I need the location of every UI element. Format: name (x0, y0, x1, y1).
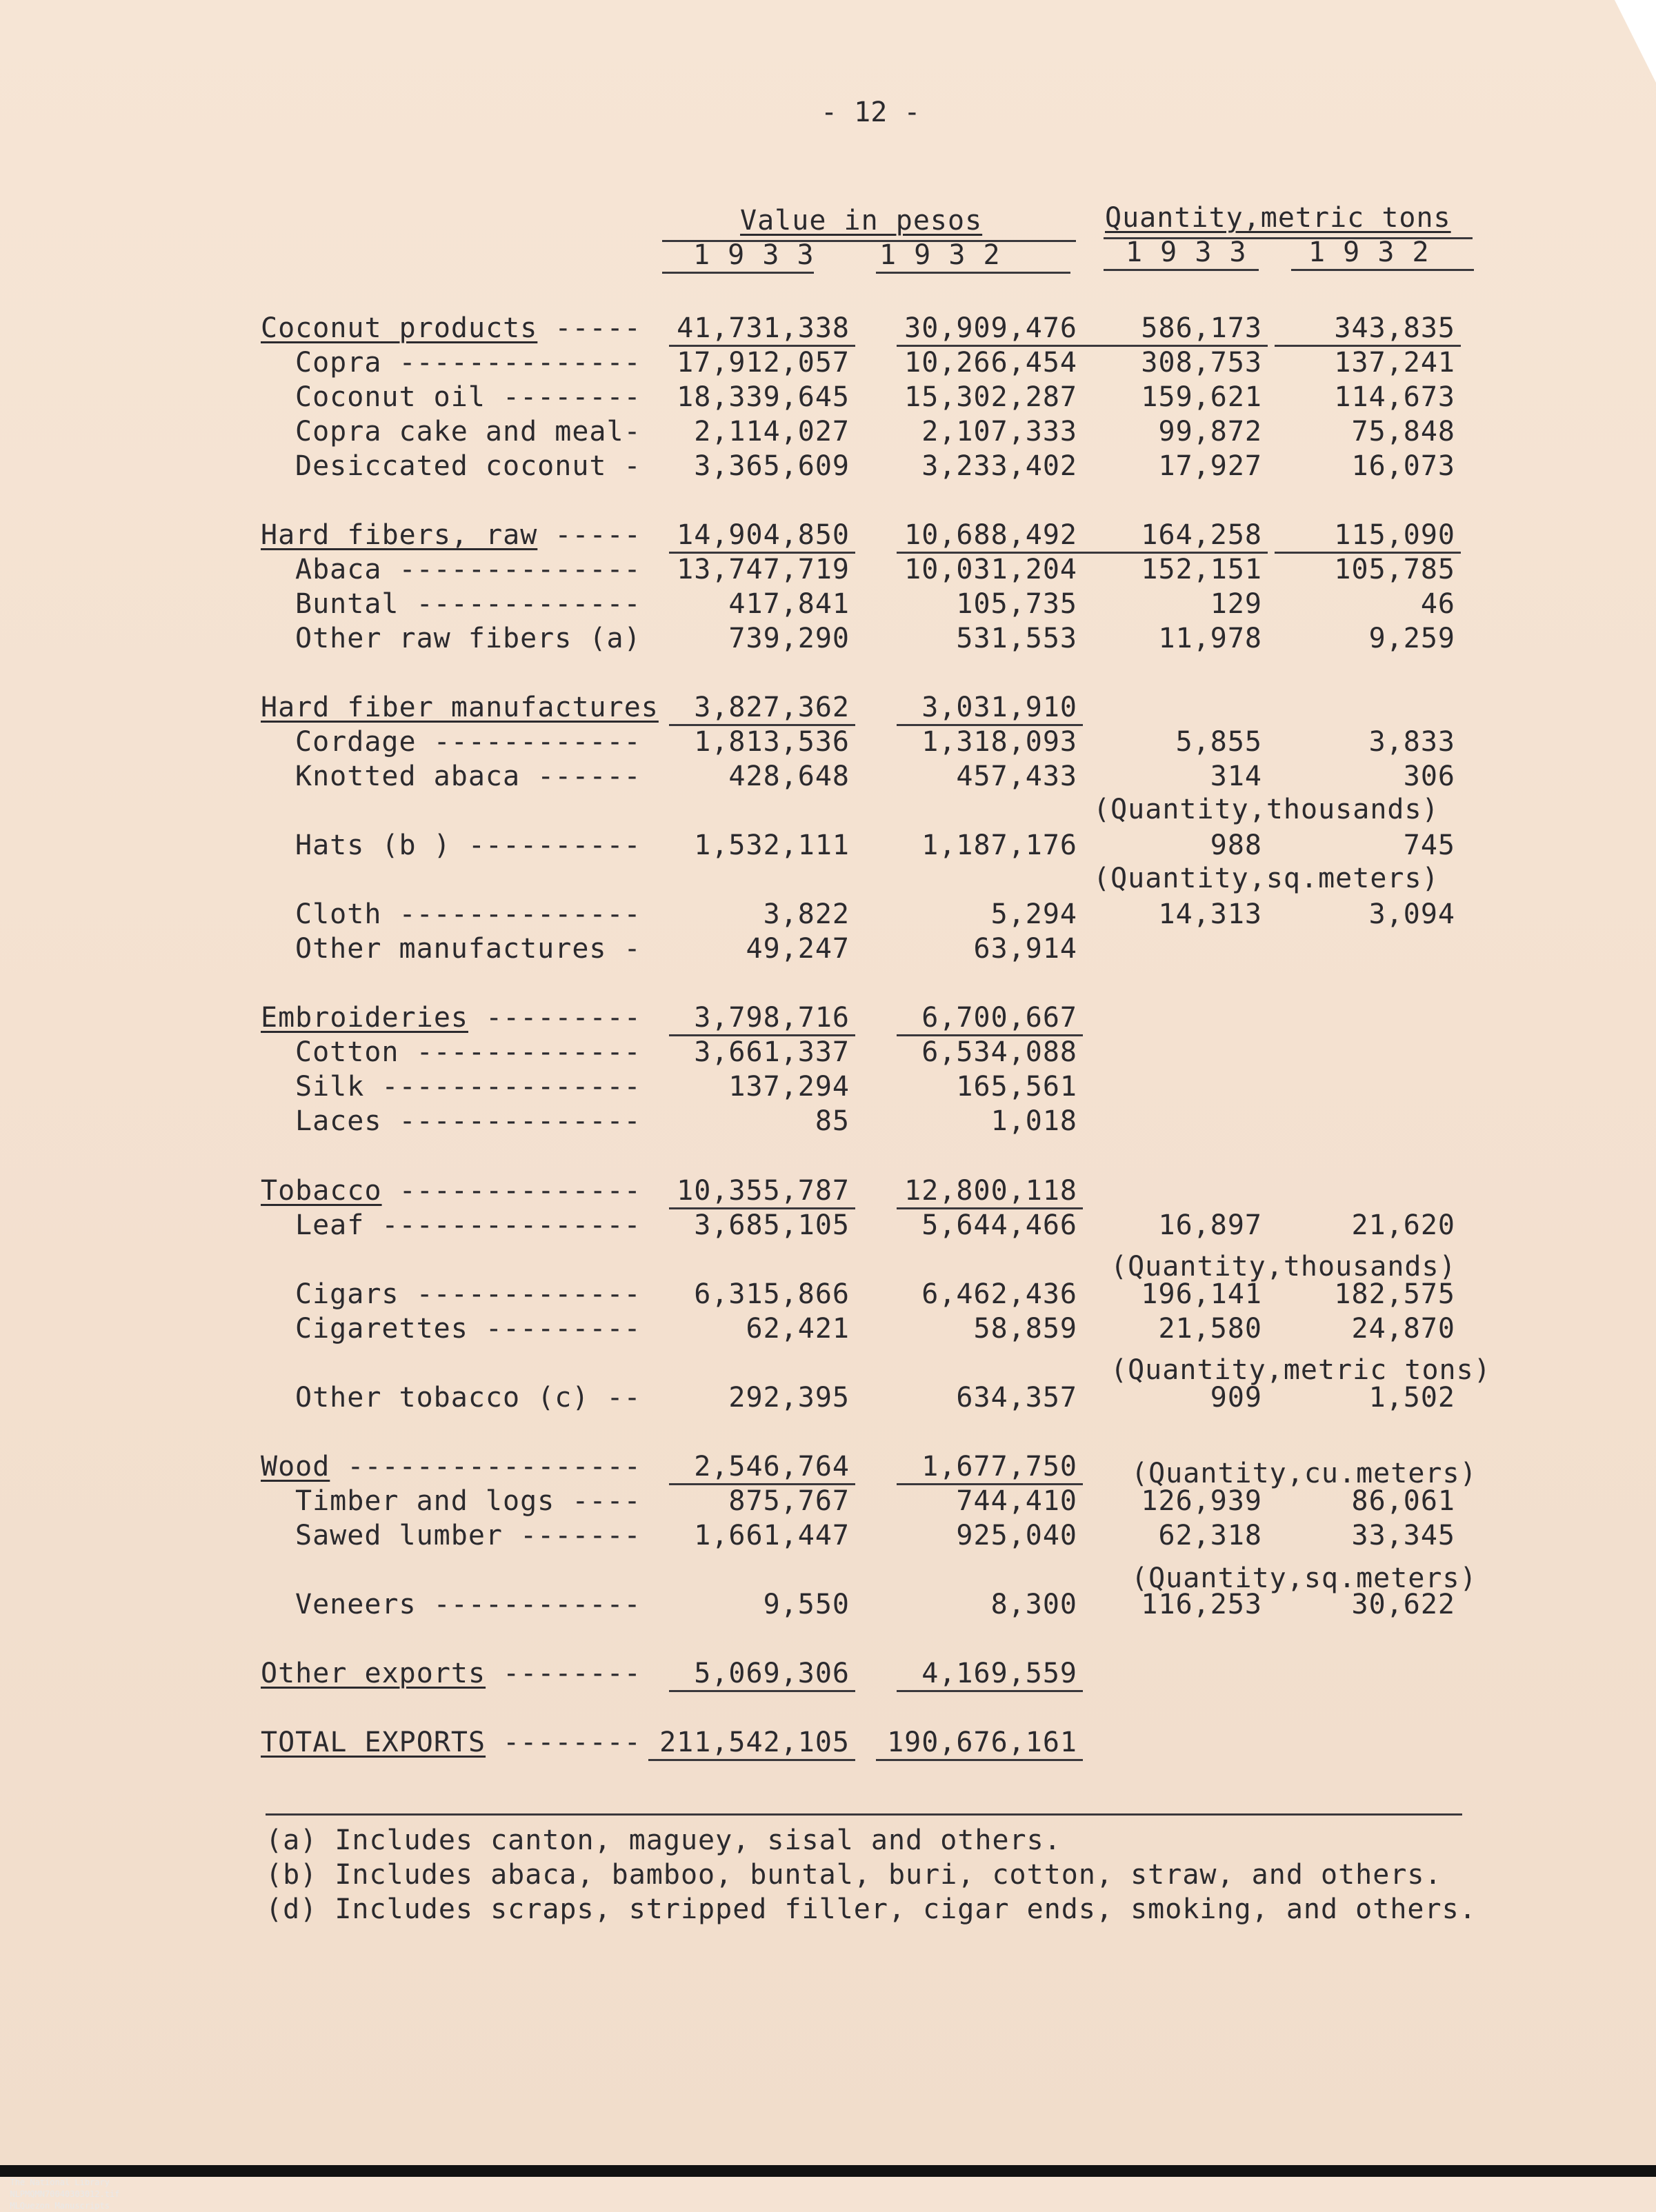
cell-q33: 17,927 (1158, 450, 1262, 482)
cell-v33: 85 (815, 1105, 850, 1137)
cell-v32: 457,433 (956, 761, 1077, 792)
cell-v33: 3,798,716 (694, 1002, 850, 1034)
cell-q32: 745 (1403, 830, 1455, 861)
category-label: Tobacco -------------- (261, 1175, 641, 1207)
cell-v33: 3,365,609 (694, 450, 850, 482)
cell-v32: 12,800,118 (904, 1175, 1077, 1207)
cell-q33: 152,151 (1141, 554, 1262, 585)
cell-v33: 137,294 (728, 1071, 850, 1103)
cell-q33: 5,855 (1175, 726, 1262, 758)
cell-q32: 115,090 (1334, 519, 1455, 551)
cell-v33: 417,841 (728, 588, 850, 620)
item-label: Abaca -------------- (295, 554, 641, 585)
cell-q33: 62,318 (1158, 1520, 1262, 1551)
cell-v33: 3,822 (763, 898, 850, 930)
cell-v32: 5,294 (990, 898, 1077, 930)
cell-q33: 586,173 (1141, 312, 1262, 344)
cell-v33: 739,290 (728, 623, 850, 654)
unit-note-thousands: (Quantity,thousands) (1093, 794, 1439, 825)
year-rule-2 (876, 272, 1070, 274)
folded-corner (1615, 0, 1656, 83)
scan-footer-bar (0, 2165, 1656, 2211)
cell-q33: 116,253 (1141, 1589, 1262, 1620)
cell-v33: 1,532,111 (694, 830, 850, 861)
cell-v32: 1,318,093 (921, 726, 1077, 758)
cell-q32: 9,259 (1368, 623, 1455, 654)
cell-q32: 86,061 (1351, 1485, 1455, 1517)
category-label: Hard fibers, raw ----- (261, 519, 641, 551)
item-label: Cigars ------------- (295, 1278, 641, 1310)
cell-q32: 306 (1403, 761, 1455, 792)
cell-v33: 9,550 (763, 1589, 850, 1620)
category-label: Hard fiber manufactures (261, 692, 659, 723)
item-label: Timber and logs ---- (295, 1485, 641, 1517)
total-underline (648, 1759, 855, 1761)
cell-v32: 1,677,750 (921, 1451, 1077, 1482)
cell-q33: 11,978 (1158, 623, 1262, 654)
item-label: Knotted abaca ------ (295, 761, 641, 792)
cell-v32: 634,357 (956, 1382, 1077, 1414)
value-header: Value in pesos (740, 205, 983, 237)
cell-v32: 30,909,476 (904, 312, 1077, 344)
cell-v33: 18,339,645 (677, 381, 850, 413)
cell-v33: 5,069,306 (694, 1658, 850, 1689)
cell-q32: 46 (1420, 588, 1455, 620)
cell-v32: 925,040 (956, 1520, 1077, 1551)
cell-q33: 16,897 (1158, 1209, 1262, 1241)
year-header-value-1932: 1 9 3 2 (879, 239, 1001, 271)
footnote-rule (266, 1813, 1462, 1816)
cell-v33: 1,661,447 (694, 1520, 850, 1551)
cell-q33: 99,872 (1158, 416, 1262, 448)
cell-v33: 211,542,105 (659, 1727, 850, 1758)
cell-v32: 165,561 (956, 1071, 1077, 1103)
cell-v33: 292,395 (728, 1382, 850, 1414)
cell-v32: 4,169,559 (921, 1658, 1077, 1689)
footnote-a: (a) Includes canton, maguey, sisal and others. (266, 1824, 1061, 1856)
cell-v33: 17,912,057 (677, 347, 850, 379)
cell-q33: 164,258 (1141, 519, 1262, 551)
item-label: Sawed lumber ------- (295, 1520, 641, 1551)
item-label: Other tobacco (c) -- (295, 1382, 641, 1414)
item-label: Cotton ------------- (295, 1036, 641, 1068)
cell-v33: 428,648 (728, 761, 850, 792)
item-label: Cloth -------------- (295, 898, 641, 930)
item-label: Laces -------------- (295, 1105, 641, 1137)
cell-v33: 2,546,764 (694, 1451, 850, 1482)
unit-note-sq-meters: (Quantity,sq.meters) (1093, 863, 1439, 894)
cell-v32: 105,735 (956, 588, 1077, 620)
cell-v33: 41,731,338 (677, 312, 850, 344)
cell-q32: 105,785 (1334, 554, 1455, 585)
cell-q33: 988 (1210, 830, 1262, 861)
year-header-value-1933: 1 9 3 3 (693, 239, 815, 271)
total-underline (876, 1759, 1083, 1761)
item-label: Leaf --------------- (295, 1209, 641, 1241)
cell-v32: 3,233,402 (921, 450, 1077, 482)
item-label: Desiccated coconut - (295, 450, 641, 482)
item-label: Other manufactures - (295, 933, 641, 965)
unit-note-thousands-tobacco: (Quantity,thousands) (1110, 1251, 1457, 1283)
cell-v33: 875,767 (728, 1485, 850, 1517)
cell-v32: 8,300 (990, 1589, 1077, 1620)
item-label: Silk --------------- (295, 1071, 641, 1103)
cell-q33: 159,621 (1141, 381, 1262, 413)
cell-v32: 2,107,333 (921, 416, 1077, 448)
cell-v32: 3,031,910 (921, 692, 1077, 723)
cell-q33: 126,939 (1141, 1485, 1262, 1517)
item-label: Copra -------------- (295, 347, 641, 379)
unit-note-metric-tons: (Quantity,metric tons) (1110, 1354, 1491, 1386)
cell-v33: 14,904,850 (677, 519, 850, 551)
cell-v33: 49,247 (746, 933, 850, 965)
cell-q32: 21,620 (1351, 1209, 1455, 1241)
cell-v32: 531,553 (956, 623, 1077, 654)
cell-v33: 3,827,362 (694, 692, 850, 723)
footer-file: NLPMQMN70040303012.tif (10, 2189, 120, 2199)
cell-v32: 1,187,176 (921, 830, 1077, 861)
cell-v33: 3,661,337 (694, 1036, 850, 1068)
item-label: Veneers ------------ (295, 1589, 641, 1620)
item-label: Hats (b ) ---------- (295, 830, 641, 861)
category-label: Embroideries --------- (261, 1002, 641, 1034)
category-label: Wood ----------------- (261, 1451, 641, 1482)
year-rule-4 (1291, 269, 1474, 271)
cell-v32: 6,534,088 (921, 1036, 1077, 1068)
year-rule-1 (662, 272, 814, 274)
item-label: Buntal ------------- (295, 588, 641, 620)
quantity-header: Quantity,metric tons (1105, 202, 1451, 234)
cell-v33: 10,355,787 (677, 1175, 850, 1207)
cell-q33: 129 (1210, 588, 1262, 620)
item-label: Copra cake and meal- (295, 416, 641, 448)
year-header-qty-1933: 1 9 3 3 (1126, 237, 1247, 268)
cell-v33: 3,685,105 (694, 1209, 850, 1241)
item-label: Cigarettes --------- (295, 1313, 641, 1345)
total-underline (669, 1690, 855, 1692)
cell-q33: 308,753 (1141, 347, 1262, 379)
unit-note-cu-meters: (Quantity,cu.meters) (1131, 1458, 1477, 1489)
cell-q32: 343,835 (1334, 312, 1455, 344)
cell-q32: 3,094 (1368, 898, 1455, 930)
cell-q33: 909 (1210, 1382, 1262, 1414)
total-underline (897, 1690, 1083, 1692)
cell-q32: 30,622 (1351, 1589, 1455, 1620)
cell-v33: 2,114,027 (694, 416, 850, 448)
cell-q32: 1,502 (1368, 1382, 1455, 1414)
cell-v33: 62,421 (746, 1313, 850, 1345)
cell-v32: 190,676,161 (887, 1727, 1077, 1758)
cell-q32: 33,345 (1351, 1520, 1455, 1551)
year-rule-3 (1104, 269, 1259, 271)
cell-q32: 75,848 (1351, 416, 1455, 448)
footnote-b: (b) Includes abaca, bamboo, buntal, buri, cotton, straw, and others. (266, 1859, 1442, 1891)
cell-v33: 6,315,866 (694, 1278, 850, 1310)
cell-v32: 5,644,466 (921, 1209, 1077, 1241)
cell-q33: 14,313 (1158, 898, 1262, 930)
cell-v32: 10,688,492 (904, 519, 1077, 551)
item-label: Coconut oil -------- (295, 381, 641, 413)
cell-v32: 1,018 (990, 1105, 1077, 1137)
cell-v32: 10,266,454 (904, 347, 1077, 379)
item-label: Cordage ------------ (295, 726, 641, 758)
cell-v32: 6,700,667 (921, 1002, 1077, 1034)
cell-q32: 114,673 (1334, 381, 1455, 413)
unit-note-sq-meters-wood: (Quantity,sq.meters) (1131, 1562, 1477, 1594)
cell-v32: 744,410 (956, 1485, 1077, 1517)
category-label: TOTAL EXPORTS -------- (261, 1727, 641, 1758)
cell-v32: 10,031,204 (904, 554, 1077, 585)
cell-q33: 314 (1210, 761, 1262, 792)
page-number: - 12 - (821, 97, 921, 128)
cell-v33: 13,747,719 (677, 554, 850, 585)
category-label: Other exports -------- (261, 1658, 641, 1689)
footer-library: The National Library (10, 2178, 110, 2187)
cell-v33: 1,813,536 (694, 726, 850, 758)
cell-q33: 21,580 (1158, 1313, 1262, 1345)
cell-v32: 15,302,287 (904, 381, 1077, 413)
footnote-d: (d) Includes scraps, stripped filler, cigar ends, smoking, and others. (266, 1893, 1477, 1925)
cell-q32: 182,575 (1334, 1278, 1455, 1310)
item-label: Other raw fibers (a) (295, 623, 641, 654)
category-label: Coconut products ----- (261, 312, 641, 344)
cell-q32: 137,241 (1334, 347, 1455, 379)
cell-q33: 196,141 (1141, 1278, 1262, 1310)
cell-q32: 3,833 (1368, 726, 1455, 758)
cell-q32: 24,870 (1351, 1313, 1455, 1345)
year-header-qty-1932: 1 9 3 2 (1308, 237, 1430, 268)
cell-q32: 16,073 (1351, 450, 1455, 482)
footer-collection: MLQuezon Manuscripts (10, 2201, 110, 2211)
cell-v32: 63,914 (973, 933, 1077, 965)
cell-v32: 58,859 (973, 1313, 1077, 1345)
cell-v32: 6,462,436 (921, 1278, 1077, 1310)
